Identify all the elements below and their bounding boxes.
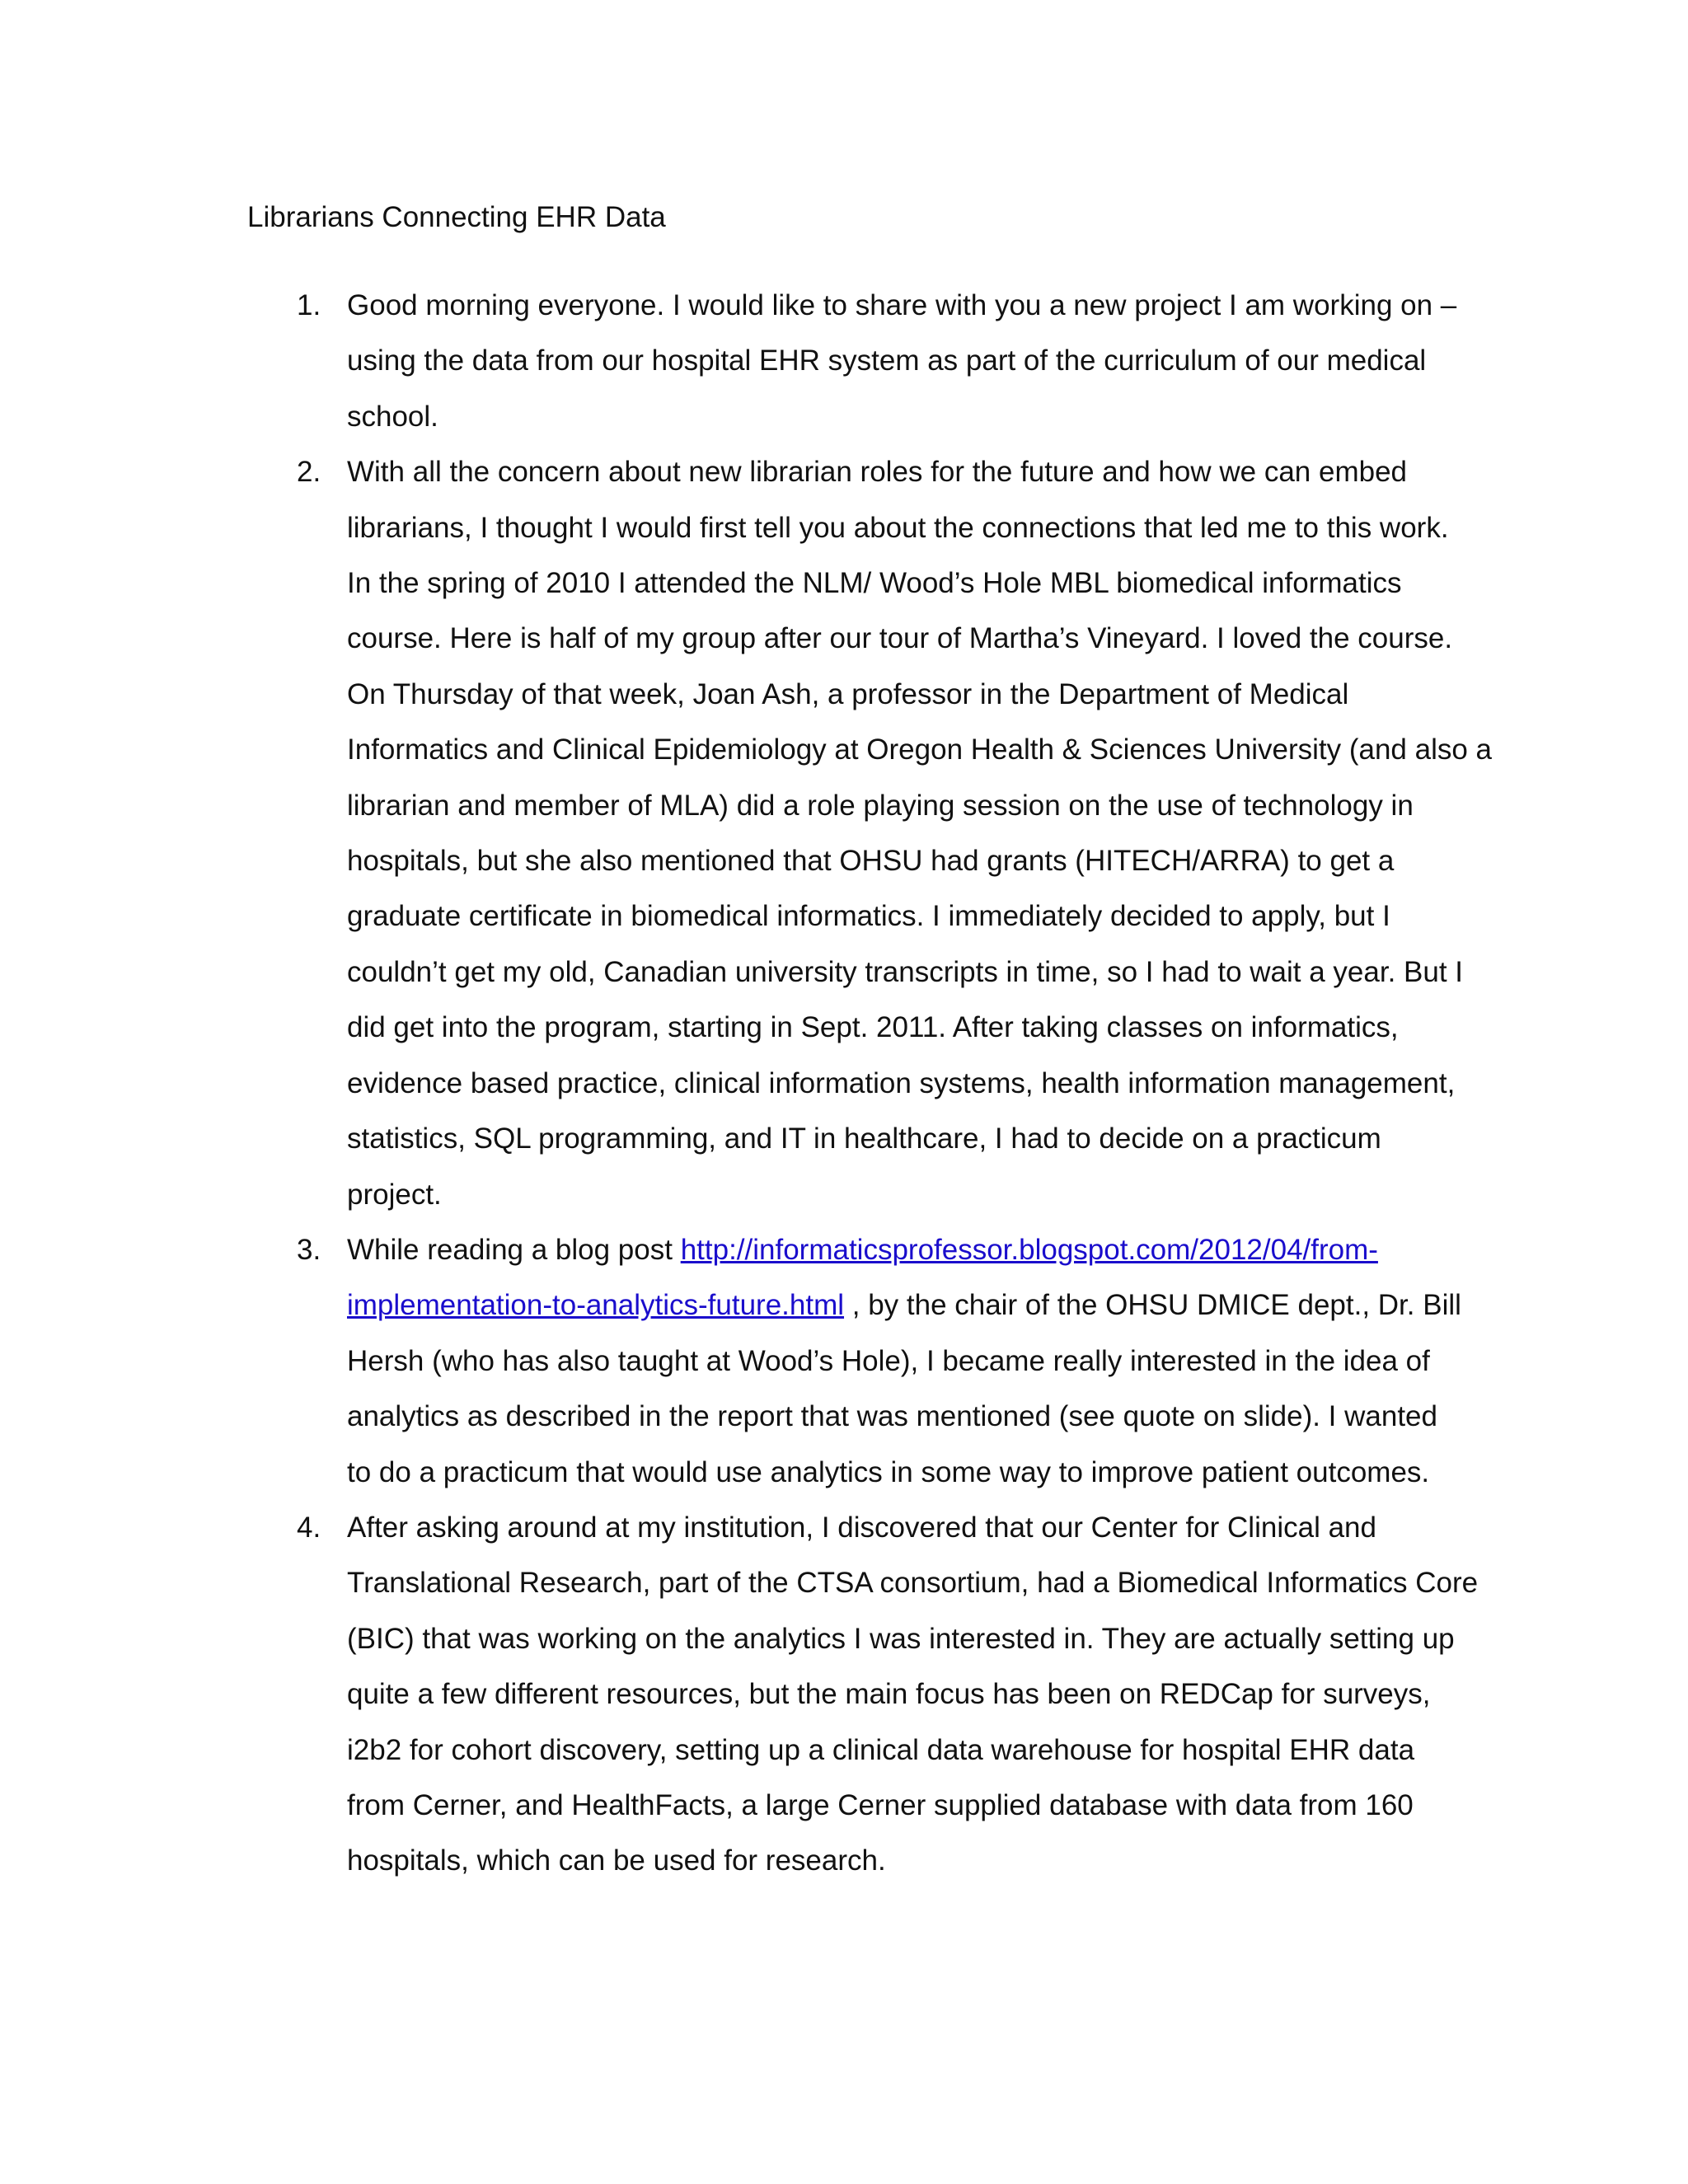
text-line: graduate certificate in biomedical informatics. I immediately decided to apply, but I	[347, 900, 1390, 933]
text-line: hospitals, but she also mentioned that OHSU had grants (HITECH/ARRA) to get a	[347, 845, 1395, 878]
numbered-list	[0, 278, 1688, 1889]
text-line: On Thursday of that week, Joan Ash, a professor in the Department of Medical	[347, 677, 1349, 710]
document-title: Librarians Connecting EHR Data	[247, 201, 666, 233]
item-number: 2.	[297, 456, 321, 489]
list-item-4	[0, 1500, 1688, 1889]
text-line: project.	[347, 1178, 442, 1211]
blog-post-link-continued[interactable]: implementation-to-analytics-future.html	[347, 1289, 845, 1322]
item-number: 3.	[297, 1233, 321, 1266]
text-line: In the spring of 2010 I attended the NLM/ Wood’s Hole MBL biomedical informatics	[347, 567, 1402, 600]
item-number: 4.	[297, 1511, 321, 1544]
line-suffix: , by the chair of the OHSU DMICE dept., Dr. Bill	[844, 1289, 1461, 1322]
blog-post-link[interactable]: http://informaticsprofessor.blogspot.com/2012/04/from-	[680, 1233, 1378, 1266]
text-line: couldn’t get my old, Canadian university transcripts in time, so I had to wait a year. But I	[347, 955, 1463, 988]
line-prefix: While reading a blog post	[347, 1233, 681, 1266]
list-item-3	[0, 1222, 1688, 1500]
item-text	[347, 1500, 1479, 1889]
text-line: librarian and member of MLA) did a role playing session on the use of technology in	[347, 789, 1414, 822]
text-line: Hersh (who has also taught at Wood’s Hole), I became really interested in the idea of	[347, 1344, 1430, 1377]
text-line: to do a practicum that would use analytics in some way to improve patient outcomes.	[347, 1455, 1430, 1488]
text-line: After asking around at my institution, I discovered that our Center for Clinical and	[347, 1511, 1376, 1544]
text-line: Good morning everyone. I would like to share with you a new project I am working on –	[347, 289, 1457, 321]
item-text	[347, 444, 1492, 1222]
text-line: course. Here is half of my group after our tour of Martha’s Vineyard. I loved the course.	[347, 622, 1453, 655]
text-line	[347, 1277, 1461, 1333]
text-line: analytics as described in the report that was mentioned (see quote on slide). I wanted	[347, 1400, 1437, 1433]
list-item-1	[0, 278, 1688, 444]
text-line: quite a few different resources, but the main focus has been on REDCap for surveys,	[347, 1678, 1431, 1711]
list-item-2	[0, 444, 1688, 1222]
text-line: Translational Research, part of the CTSA consortium, had a Biomedical Informatics Core	[347, 1567, 1479, 1600]
item-number: 1.	[297, 289, 321, 321]
text-line: hospitals, which can be used for research.	[347, 1844, 886, 1877]
text-line: from Cerner, and HealthFacts, a large Cerner supplied database with data from 160	[347, 1788, 1414, 1821]
text-line: using the data from our hospital EHR system as part of the curriculum of our medical	[347, 344, 1427, 377]
text-line: librarians, I thought I would first tell you about the connections that led me to this work.	[347, 511, 1449, 544]
text-line: did get into the program, starting in Sept. 2011. After taking classes on informatics,	[347, 1011, 1399, 1044]
item-text	[347, 278, 1457, 444]
text-line: i2b2 for cohort discovery, setting up a clinical data warehouse for hospital EHR data	[347, 1733, 1415, 1766]
text-line: With all the concern about new librarian roles for the future and how we can embed	[347, 456, 1407, 489]
text-line: evidence based practice, clinical information systems, health information management,	[347, 1066, 1456, 1099]
text-line: school.	[347, 400, 438, 433]
text-line: (BIC) that was working on the analytics I was interested in. They are actually setting up	[347, 1622, 1455, 1655]
text-line: Informatics and Clinical Epidemiology at Oregon Health & Sciences University (and also a	[347, 733, 1492, 766]
text-line	[347, 1222, 1443, 1277]
item-text	[347, 1222, 1461, 1500]
text-line: statistics, SQL programming, and IT in healthcare, I had to decide on a practicum	[347, 1122, 1381, 1155]
